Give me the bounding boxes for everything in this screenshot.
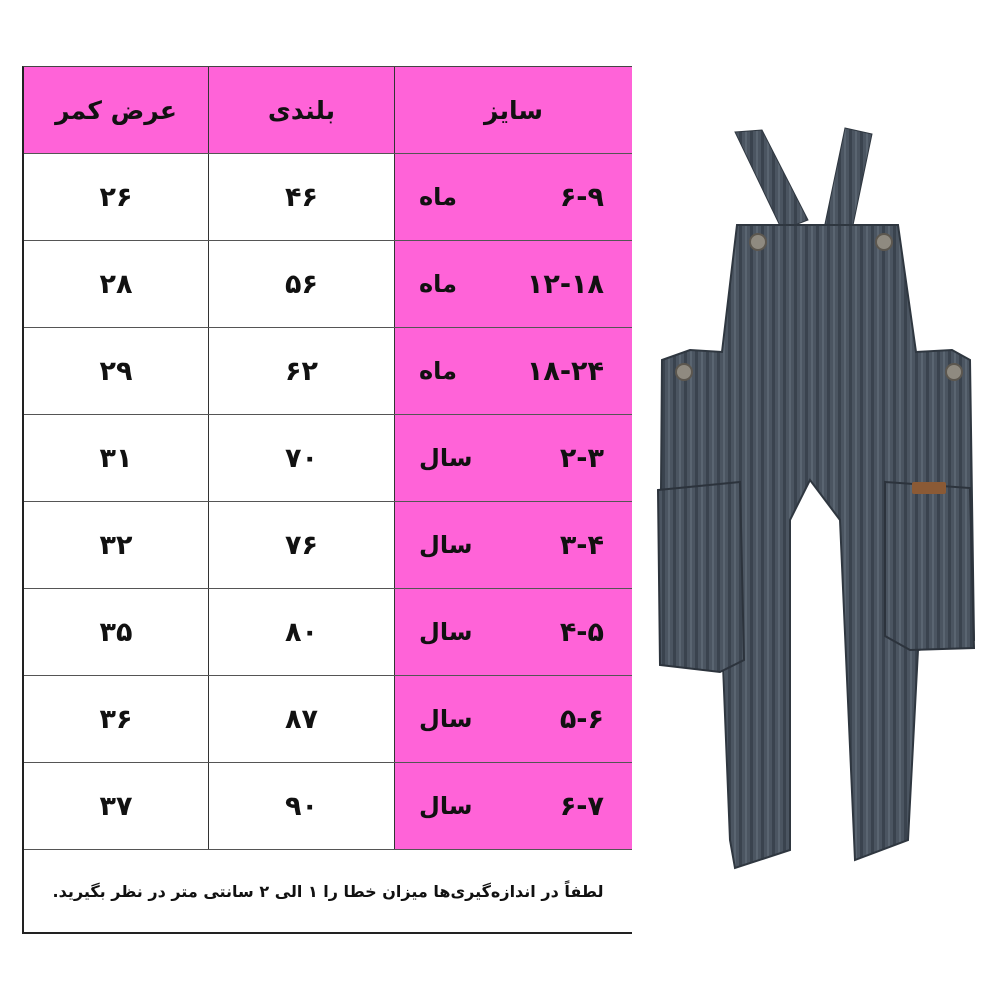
size-cell (395, 502, 632, 588)
size-range: ۲-۳ (559, 442, 604, 474)
header-height: بلندی (209, 67, 395, 153)
waist-value: ۳۶ (24, 676, 209, 762)
size-cell (395, 589, 632, 675)
waist-value: ۳۱ (24, 415, 209, 501)
size-cell (395, 763, 632, 849)
measurement-note: لطفاً در اندازه‌گیری‌ها میزان خطا را ۱ الی ۲ سانتی متر در نظر بگیرید. (24, 849, 632, 933)
height-value: ۸۷ (209, 676, 395, 762)
size-range: ۵-۶ (559, 703, 604, 735)
height-value: ۴۶ (209, 154, 395, 240)
waist-value: ۳۷ (24, 763, 209, 849)
size-unit: سال (419, 705, 473, 733)
size-cell (395, 328, 632, 414)
size-unit: سال (419, 618, 473, 646)
waist-value: ۳۲ (24, 502, 209, 588)
corduroy-overalls-image (640, 120, 990, 880)
table-row (24, 588, 632, 675)
header-size: سایز (395, 67, 632, 153)
table-row (24, 762, 632, 849)
size-unit: ماه (419, 357, 458, 385)
waist-value: ۲۹ (24, 328, 209, 414)
overalls-illustration (640, 120, 990, 880)
size-cell (395, 241, 632, 327)
table-row (24, 414, 632, 501)
size-range: ۳-۴ (559, 529, 604, 561)
size-range: ۱۲-۱۸ (526, 268, 604, 300)
size-chart-table (22, 66, 632, 934)
size-unit: سال (419, 531, 473, 559)
size-unit: ماه (419, 270, 458, 298)
table-row (24, 501, 632, 588)
waist-value: ۲۶ (24, 154, 209, 240)
size-range: ۴-۵ (559, 616, 604, 648)
size-unit: ماه (419, 183, 458, 211)
height-value: ۶۲ (209, 328, 395, 414)
table-row (24, 240, 632, 327)
size-range: ۱۸-۲۴ (526, 355, 604, 387)
size-unit: سال (419, 792, 473, 820)
height-value: ۷۶ (209, 502, 395, 588)
height-value: ۹۰ (209, 763, 395, 849)
size-cell (395, 415, 632, 501)
table-row (24, 675, 632, 762)
size-unit: سال (419, 444, 473, 472)
height-value: ۷۰ (209, 415, 395, 501)
table-row (24, 153, 632, 240)
waist-value: ۳۵ (24, 589, 209, 675)
table-header-row (24, 67, 632, 153)
height-value: ۵۶ (209, 241, 395, 327)
size-range: ۶-۹ (559, 181, 604, 213)
size-range: ۶-۷ (559, 790, 604, 822)
waist-value: ۲۸ (24, 241, 209, 327)
header-waist: عرض کمر (24, 67, 209, 153)
size-cell (395, 154, 632, 240)
table-row (24, 327, 632, 414)
height-value: ۸۰ (209, 589, 395, 675)
size-cell (395, 676, 632, 762)
